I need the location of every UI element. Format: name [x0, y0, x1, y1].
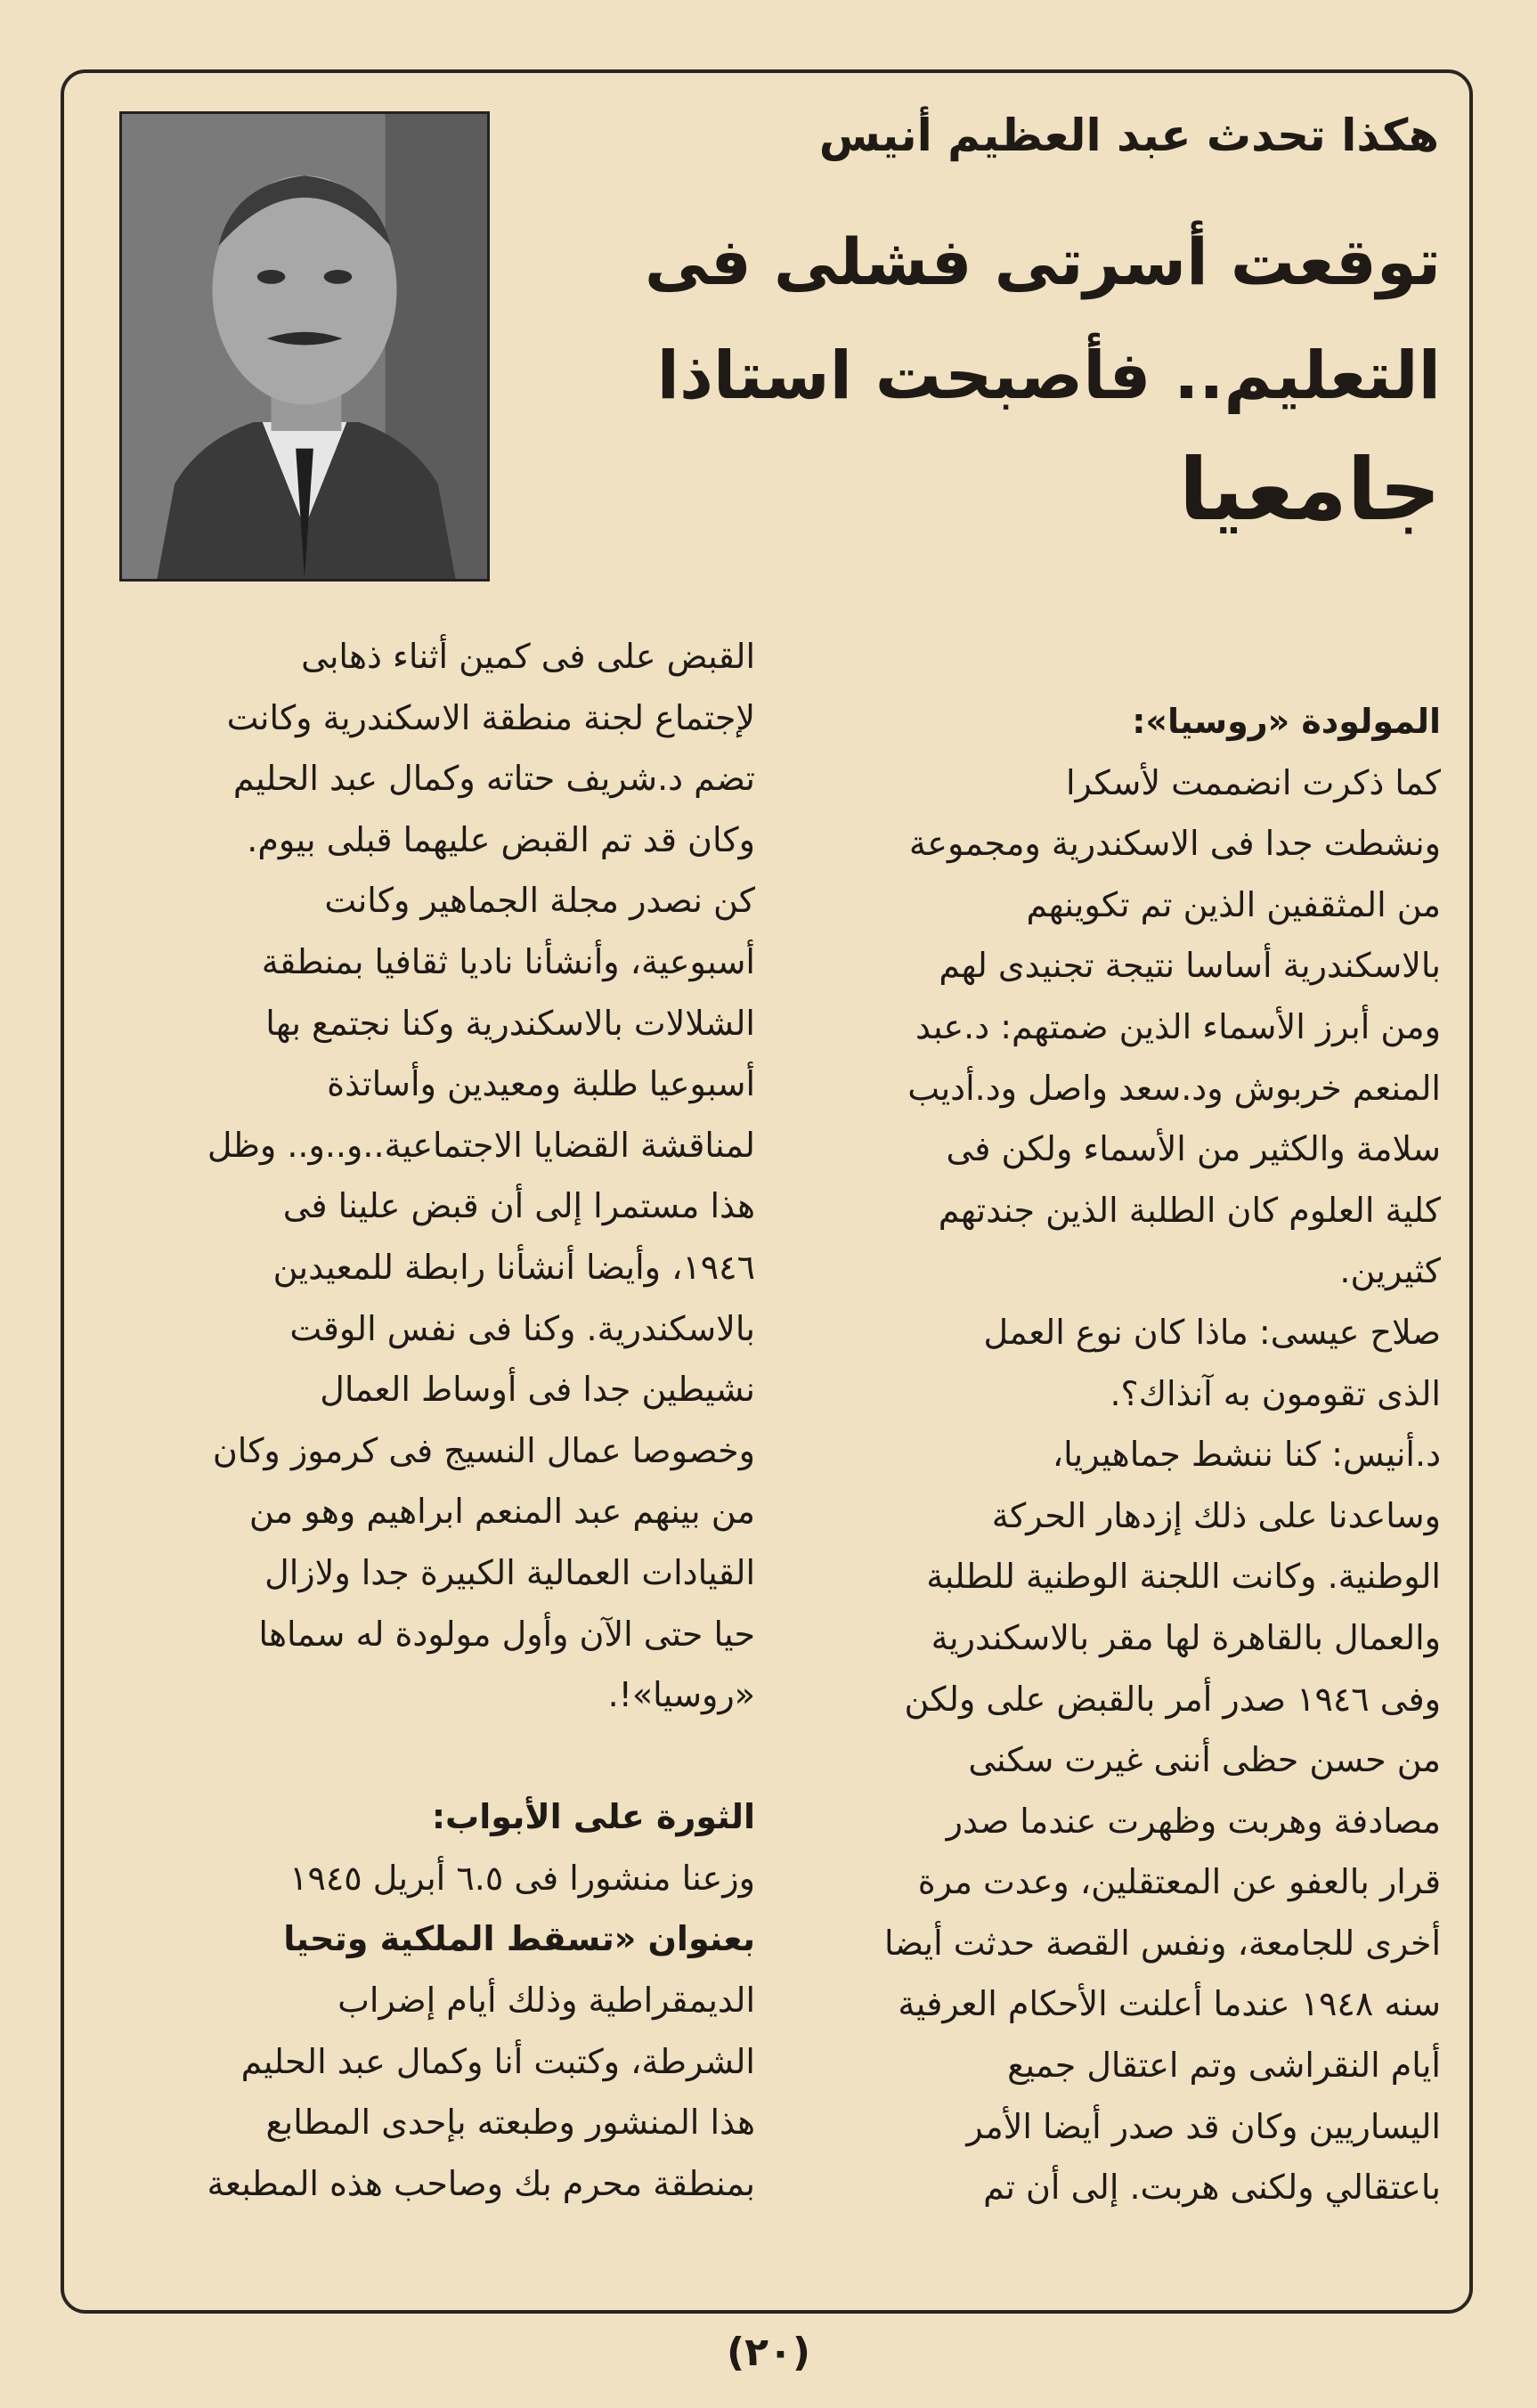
text-line: حيا حتى الآن وأول مولودة له سماها — [258, 1614, 755, 1654]
text-line: باعتقالي ولكنى هربت. إلى أن تم — [983, 2168, 1441, 2208]
text-line: أخرى للجامعة، ونفس القصة حدثت أيضا — [883, 1923, 1441, 1963]
text-line: «روسيا»!. — [607, 1675, 755, 1715]
text-line: سلامة والكثير من الأسماء ولكن فى — [946, 1129, 1441, 1169]
text-line: الديمقراطية وذلك أيام إضراب — [337, 1981, 755, 2021]
text-line: تضم د.شريف حتاته وكمال عبد الحليم — [232, 759, 755, 799]
page-number: (٢٠) — [727, 2330, 810, 2375]
text-line: أيام النقراشى وتم اعتقال جميع — [1007, 2046, 1441, 2086]
section-subheading: الثورة على الأبواب: — [431, 1797, 755, 1837]
paragraph-gap — [96, 1726, 755, 1787]
text-line: صلاح عيسى: ماذا كان نوع العمل — [983, 1312, 1441, 1352]
section-subheading: المولودة «روسيا»: — [1132, 702, 1441, 741]
text-line: وساعدنا على ذلك إزدهار الحركة — [991, 1495, 1441, 1535]
headline-line: توقعت أسرتى فشلى فى — [644, 224, 1441, 299]
text-line: الوطنية. وكانت اللجنة الوطنية للطلبة — [926, 1557, 1441, 1597]
text-line: من حسن حظى أننى غيرت سكنى — [968, 1740, 1441, 1780]
text-line: بعنوان «تسقط الملكية وتحيا — [283, 1919, 755, 1959]
text-line: كلية العلوم كان الطلبة الذين جندتهم — [938, 1190, 1441, 1230]
text-line: لإجتماع لجنة منطقة الاسكندرية وكانت — [226, 697, 755, 737]
text-line: القيادات العمالية الكبيرة جدا ولازال — [264, 1552, 755, 1592]
text-line: من بينهم عبد المنعم ابراهيم وهو من — [248, 1492, 755, 1532]
text-line: وخصوصا عمال النسيج فى كرموز وكان — [212, 1430, 755, 1470]
text-line: د.أنيس: كنا ننشط جماهيريا، — [1052, 1435, 1441, 1475]
text-line: الشرطة، وكتبت أنا وكمال عبد الحليم — [240, 2041, 755, 2081]
text-line: سنه ١٩٤٨ عندما أعلنت الأحكام العرفية — [898, 1984, 1441, 2024]
text-line: اليساريين وكان قد صدر أيضا الأمر — [966, 2106, 1441, 2146]
text-line: أسبوعية، وأنشأنا ناديا ثقافيا بمنطقة — [261, 941, 755, 981]
left-text-column — [96, 626, 755, 2214]
headline-line: جامعيا — [1178, 440, 1441, 540]
text-line: من المثقفين الذين تم تكوينهم — [1026, 884, 1441, 924]
text-line: كثيرين. — [1339, 1251, 1441, 1291]
text-line: المنعم خربوش ود.سعد واصل ود.أديب — [907, 1068, 1441, 1108]
text-line: لمناقشة القضايا الاجتماعية..و..و.. وظل — [207, 1125, 755, 1165]
text-line: والعمال بالقاهرة لها مقر بالاسكندرية — [931, 1617, 1441, 1657]
text-line: نشيطين جدا فى أوساط العمال — [320, 1370, 755, 1410]
text-line: ونشطت جدا فى الاسكندرية ومجموعة — [908, 824, 1441, 864]
text-line: الذى تقومون به آنذاك؟. — [1110, 1373, 1441, 1413]
text-line: وزعنا منشورا فى ٦.٥ أبريل ١٩٤٥ — [289, 1858, 755, 1898]
text-line: بالاسكندرية. وكنا فى نفس الوقت — [289, 1308, 755, 1348]
text-line: وفى ١٩٤٦ صدر أمر بالقبض على ولكن — [904, 1679, 1441, 1719]
text-line: كما ذكرت انضممت لأسكرا — [1066, 762, 1441, 802]
text-line: ١٩٤٦، وأيضا أنشأنا رابطة للمعيدين — [272, 1247, 755, 1287]
text-line: بمنطقة محرم بك وصاحب هذه المطبعة — [207, 2163, 755, 2203]
text-line: الشلالات بالاسكندرية وكنا نجتمع بها — [265, 1003, 755, 1043]
text-line: ومن أبرز الأسماء الذين ضمتهم: د.عبد — [915, 1006, 1441, 1046]
text-line: هذا مستمرا إلى أن قبض علينا فى — [282, 1186, 755, 1226]
text-line: هذا المنشور وطبعته بإحدى المطابع — [265, 2103, 755, 2143]
text-line: مصادفة وهربت وظهرت عندما صدر — [946, 1801, 1441, 1841]
text-line: قرار بالعفو عن المعتقلين، وعدت مرة — [917, 1862, 1441, 1902]
text-line: بالاسكندرية أساسا نتيجة تجنيدى لهم — [939, 946, 1441, 986]
text-line: أسبوعيا طلبة ومعيدين وأساتذة — [327, 1064, 755, 1104]
kicker-heading: هكذا تحدث عبد العظيم أنيس — [818, 110, 1439, 161]
text-line: وكان قد تم القبض عليهما قبلى بيوم. — [247, 819, 755, 859]
article-headline — [639, 205, 1441, 547]
portrait-photo — [119, 111, 490, 582]
text-line: كن نصدر مجلة الجماهير وكانت — [324, 881, 755, 921]
right-text-column — [791, 691, 1441, 2218]
headline-line: التعليم.. فأصبحت استاذا — [656, 338, 1441, 414]
text-line: القبض على فى كمين أثناء ذهابى — [301, 637, 755, 676]
